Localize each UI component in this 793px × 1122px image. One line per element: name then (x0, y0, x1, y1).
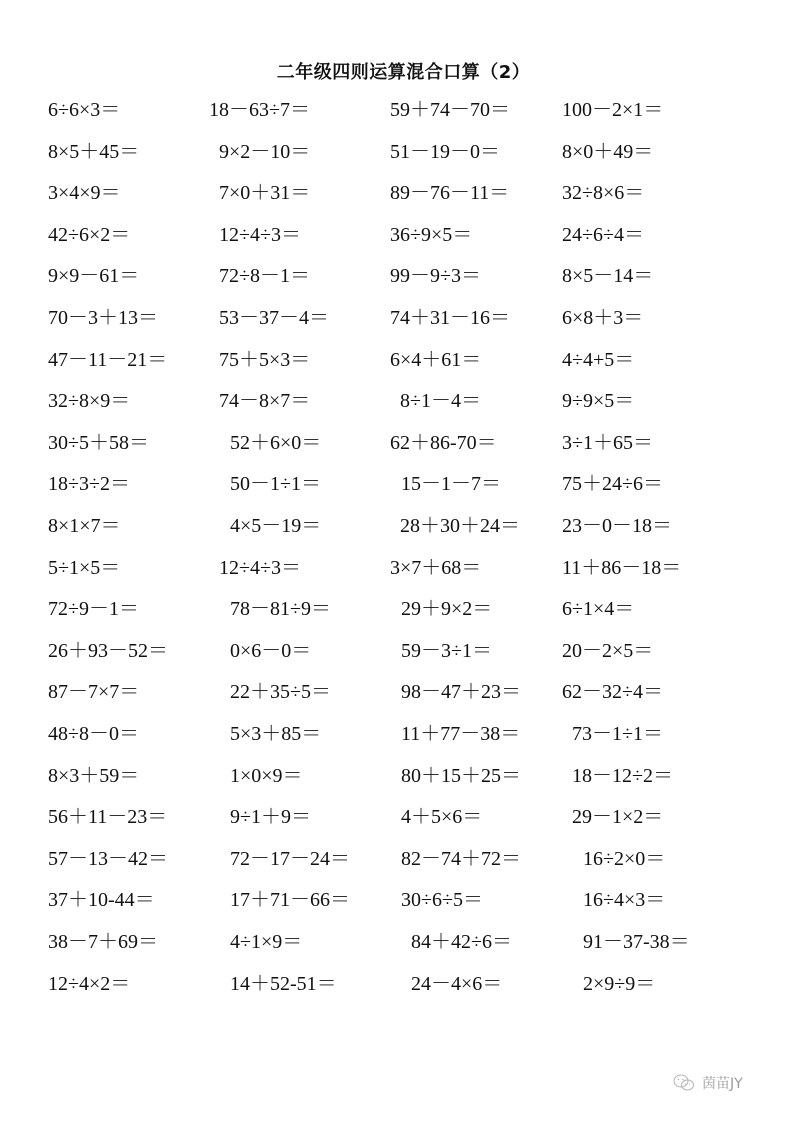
arithmetic-problem: 6×4＋61＝ (390, 348, 482, 371)
arithmetic-problem: 23－0－18＝ (562, 515, 672, 537)
arithmetic-problem: 7×0＋31＝ (219, 182, 311, 205)
arithmetic-problem: 59＋74－70＝ (390, 99, 510, 121)
arithmetic-problem: 15－1－7＝ (401, 473, 501, 496)
arithmetic-problem: 51－19－0＝ (390, 140, 500, 163)
arithmetic-problem: 32÷8×9＝ (48, 390, 131, 413)
arithmetic-problem: 11＋86－18＝ (562, 556, 682, 579)
arithmetic-problem: 50－1÷1＝ (230, 473, 321, 496)
arithmetic-problem: 8×0＋49＝ (562, 140, 654, 163)
wechat-icon (672, 1073, 696, 1093)
arithmetic-problem: 80＋15＋25＝ (401, 764, 521, 787)
arithmetic-problem: 30÷6÷5＝ (401, 889, 483, 912)
arithmetic-problem: 89－76－11＝ (390, 182, 510, 205)
arithmetic-problem: 16÷2×0＝ (583, 847, 666, 870)
arithmetic-problem: 8÷1－4＝ (400, 390, 481, 413)
arithmetic-problem: 4×5－19＝ (230, 515, 322, 537)
arithmetic-problem: 38－7＋69＝ (48, 931, 158, 953)
arithmetic-problem: 62＋86-70＝ (390, 431, 497, 454)
arithmetic-problem: 22＋35÷5＝ (230, 681, 331, 704)
arithmetic-problem: 17＋71－66＝ (230, 889, 350, 912)
arithmetic-problem: 4÷4+5＝ (562, 348, 635, 371)
arithmetic-problem: 11＋77－38＝ (401, 723, 521, 745)
arithmetic-problem: 9÷9×5＝ (562, 390, 635, 413)
arithmetic-problem: 9×2－10＝ (219, 140, 311, 163)
arithmetic-problem: 3×7＋68＝ (390, 556, 482, 579)
arithmetic-problem: 2×9÷9＝ (583, 972, 656, 995)
arithmetic-problem: 32÷8×6＝ (562, 182, 645, 205)
arithmetic-problem: 14＋52-51＝ (230, 972, 337, 995)
arithmetic-problem: 74－8×7＝ (219, 390, 311, 413)
arithmetic-problem: 98－47＋23＝ (401, 681, 521, 704)
arithmetic-problem: 18÷3÷2＝ (48, 473, 130, 496)
arithmetic-problem: 4÷1×9＝ (230, 931, 303, 953)
arithmetic-problem: 59－3÷1＝ (401, 639, 492, 662)
arithmetic-problem: 74＋31－16＝ (390, 307, 510, 329)
arithmetic-problem: 0×6－0＝ (230, 639, 312, 662)
page-title: 二年级四则运算混合口算（2） (276, 62, 531, 83)
arithmetic-problem: 75＋5×3＝ (219, 348, 311, 371)
arithmetic-problem: 8×3＋59＝ (48, 764, 140, 787)
arithmetic-problem: 82－74＋72＝ (401, 847, 521, 870)
arithmetic-problem: 52＋6×0＝ (230, 431, 322, 454)
arithmetic-problem: 72－17－24＝ (230, 847, 350, 870)
arithmetic-problem: 12÷4÷3＝ (219, 223, 301, 246)
arithmetic-problem: 47－11－21＝ (48, 348, 168, 371)
arithmetic-problem: 20－2×5＝ (562, 639, 654, 662)
arithmetic-problem: 26＋93－52＝ (48, 639, 168, 662)
arithmetic-problem: 12÷4×2＝ (48, 972, 131, 995)
arithmetic-problem: 8×5＋45＝ (48, 140, 140, 163)
arithmetic-problem: 28＋30＋24＝ (400, 515, 520, 537)
arithmetic-problem: 8×5－14＝ (562, 265, 654, 288)
arithmetic-problem: 29－1×2＝ (572, 806, 664, 829)
arithmetic-problem: 75＋24÷6＝ (562, 473, 663, 496)
arithmetic-problem: 18－63÷7＝ (209, 99, 310, 121)
arithmetic-problem: 6÷6×3＝ (48, 99, 121, 121)
watermark (672, 1073, 743, 1093)
arithmetic-problem: 48÷8－0＝ (48, 723, 139, 745)
arithmetic-problem: 37＋10-44＝ (48, 889, 155, 912)
arithmetic-problem: 70－3＋13＝ (48, 307, 158, 329)
arithmetic-problem: 5×3＋85＝ (230, 723, 322, 745)
arithmetic-problem: 62－32÷4＝ (562, 681, 663, 704)
arithmetic-problem: 8×1×7＝ (48, 515, 121, 537)
arithmetic-problem: 73－1÷1＝ (572, 723, 663, 745)
arithmetic-problem: 9×9－61＝ (48, 265, 140, 288)
arithmetic-problem: 24－4×6＝ (411, 972, 503, 995)
arithmetic-problem: 18－12÷2＝ (572, 764, 673, 787)
arithmetic-problem: 72÷8－1＝ (219, 265, 310, 288)
arithmetic-problem: 5÷1×5＝ (48, 556, 121, 579)
arithmetic-problem: 3÷1＋65＝ (562, 431, 653, 454)
arithmetic-problem: 91－37-38＝ (583, 931, 690, 953)
arithmetic-problem: 100－2×1＝ (562, 99, 664, 121)
arithmetic-problem: 30÷5＋58＝ (48, 431, 149, 454)
arithmetic-problem: 29＋9×2＝ (401, 598, 493, 621)
arithmetic-problem: 78－81÷9＝ (230, 598, 331, 621)
arithmetic-problem: 53－37－4＝ (219, 307, 329, 329)
arithmetic-problem: 99－9÷3＝ (390, 265, 481, 288)
arithmetic-problem: 42÷6×2＝ (48, 223, 131, 246)
arithmetic-problem: 1×0×9＝ (230, 764, 303, 787)
arithmetic-problem: 6÷1×4＝ (562, 598, 635, 621)
arithmetic-problem: 12÷4÷3＝ (219, 556, 301, 579)
arithmetic-problem: 9÷1＋9＝ (230, 806, 311, 829)
watermark-text: 茵苗JY (702, 1076, 743, 1092)
arithmetic-problem: 84＋42÷6＝ (411, 931, 512, 953)
arithmetic-problem: 24÷6÷4＝ (562, 223, 644, 246)
arithmetic-problem: 3×4×9＝ (48, 182, 121, 205)
arithmetic-problem: 4＋5×6＝ (401, 806, 483, 829)
arithmetic-problem: 6×8＋3＝ (562, 307, 644, 329)
arithmetic-problem: 57－13－42＝ (48, 847, 168, 870)
arithmetic-problem: 87－7×7＝ (48, 681, 140, 704)
arithmetic-problem: 36÷9×5＝ (390, 223, 473, 246)
arithmetic-problem: 56＋11－23＝ (48, 806, 168, 829)
arithmetic-problem: 16÷4×3＝ (583, 889, 666, 912)
arithmetic-problem: 72÷9－1＝ (48, 598, 139, 621)
